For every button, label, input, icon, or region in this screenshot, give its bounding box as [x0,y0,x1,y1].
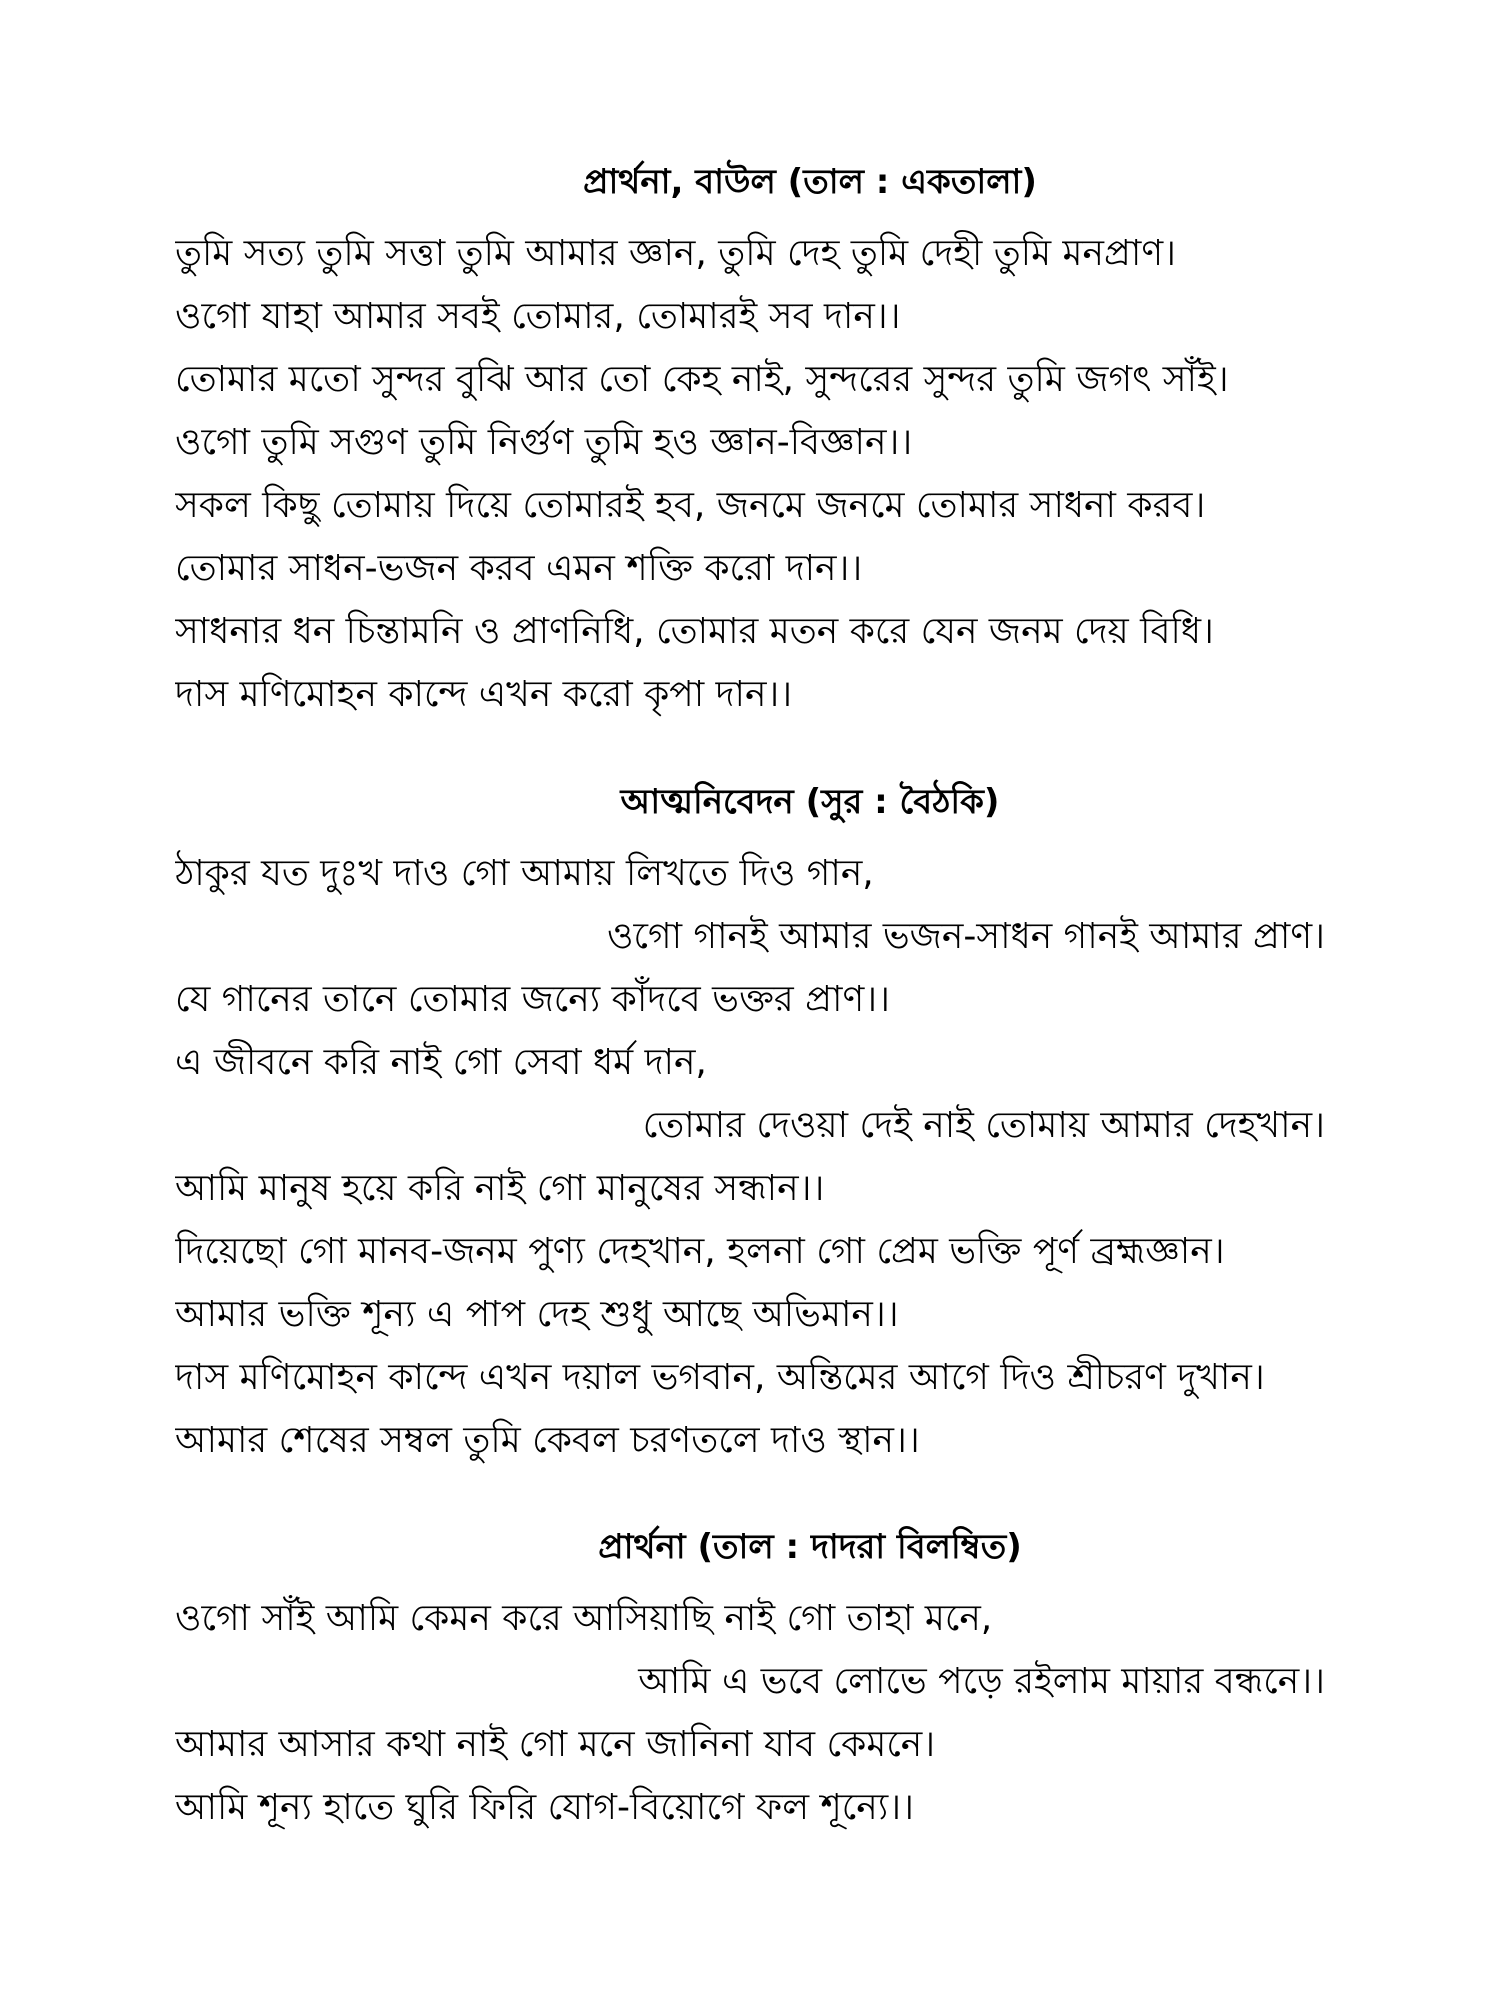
song-title: আত্মনিবেদন (সুর : বৈঠকি) [620,782,1000,822]
lyric-line: সকল কিছু তোমায় দিয়ে তোমারই হব, জনমে জনমে তোমার সাধনা করব। [175,485,1206,526]
lyric-line: আমি মানুষ হয়ে করি নাই গো মানুষের সন্ধান।। [175,1168,825,1209]
lyric-line: সাধনার ধন চিন্তামনি ও প্রাণনিধি, তোমার মতন করে যেন জনম দেয় বিধি। [175,611,1214,652]
song-title: প্রার্থনা, বাউল (তাল : একতালা) [583,162,1037,202]
lyric-line: এ জীবনে করি নাই গো সেবা ধর্ম দান, [175,1042,707,1083]
lyric-line: দিয়েছো গো মানব-জনম পুণ্য দেহখান, হলনা গো প্রেম ভক্তি পূর্ণ ব্রহ্মজ্ঞান। [175,1231,1225,1272]
lyric-line: আমার আসার কথা নাই গো মনে জানিনা যাব কেমনে। [175,1724,936,1765]
lyric-line: আমার ভক্তি শূন্য এ পাপ দেহ শুধু আছে অভিমান।। [175,1294,899,1335]
song-prarthana-baul [175,160,1325,726]
lyric-line: তোমার মতো সুন্দর বুঝি আর তো কেহ নাই, সুন্দরের সুন্দর তুমি জগৎ সাঁই। [175,359,1229,400]
lyric-line: ঠাকুর যত দুঃখ দাও গো আমায় লিখতে দিও গান, [175,853,874,894]
lyric-line: আমি শূন্য হাতে ঘুরি ফিরি যোগ-বিয়োগে ফল শূন্যে।। [175,1787,914,1828]
lyric-line: তোমার সাধন-ভজন করব এমন শক্তি করো দান।। [175,548,863,589]
lyric-line: দাস মণিমোহন কান্দে এখন দয়াল ভগবান, অন্তিমের আগে দিও শ্রীচরণ দুখান। [175,1357,1265,1398]
song-atmanibedan [175,780,1325,1472]
lyric-line: যে গানের তানে তোমার জন্যে কাঁদবে ভক্তর প্রাণ।। [175,979,890,1020]
lyric-line-indented: তোমার দেওয়া দেই নাই তোমায় আমার দেহখান। [642,1105,1325,1146]
lyric-line-indented: ওগো গানই আমার ভজন-সাধন গানই আমার প্রাণ। [607,916,1325,957]
lyric-line: তুমি সত্য তুমি সত্তা তুমি আমার জ্ঞান, তুমি দেহ তুমি দেহী তুমি মনপ্রাণ। [175,233,1176,274]
lyric-line: আমার শেষের সম্বল তুমি কেবল চরণতলে দাও স্থান।। [175,1420,920,1461]
lyric-line-indented: আমি এ ভবে লোভে পড়ে রইলাম মায়ার বন্ধনে।। [638,1661,1325,1702]
lyric-line: ওগো তুমি সগুণ তুমি নির্গুণ তুমি হও জ্ঞান-বিজ্ঞান।। [175,422,913,463]
lyric-line: ওগো সাঁই আমি কেমন করে আসিয়াছি নাই গো তাহা মনে, [175,1598,993,1639]
lyric-line: দাস মণিমোহন কান্দে এখন করো কৃপা দান।। [175,674,793,715]
song-prarthana-dadra [175,1525,1325,1839]
song-title: প্রার্থনা (তাল : দাদরা বিলম্বিত) [598,1527,1022,1567]
lyric-line: ওগো যাহা আমার সবই তোমার, তোমারই সব দান।। [175,296,901,337]
